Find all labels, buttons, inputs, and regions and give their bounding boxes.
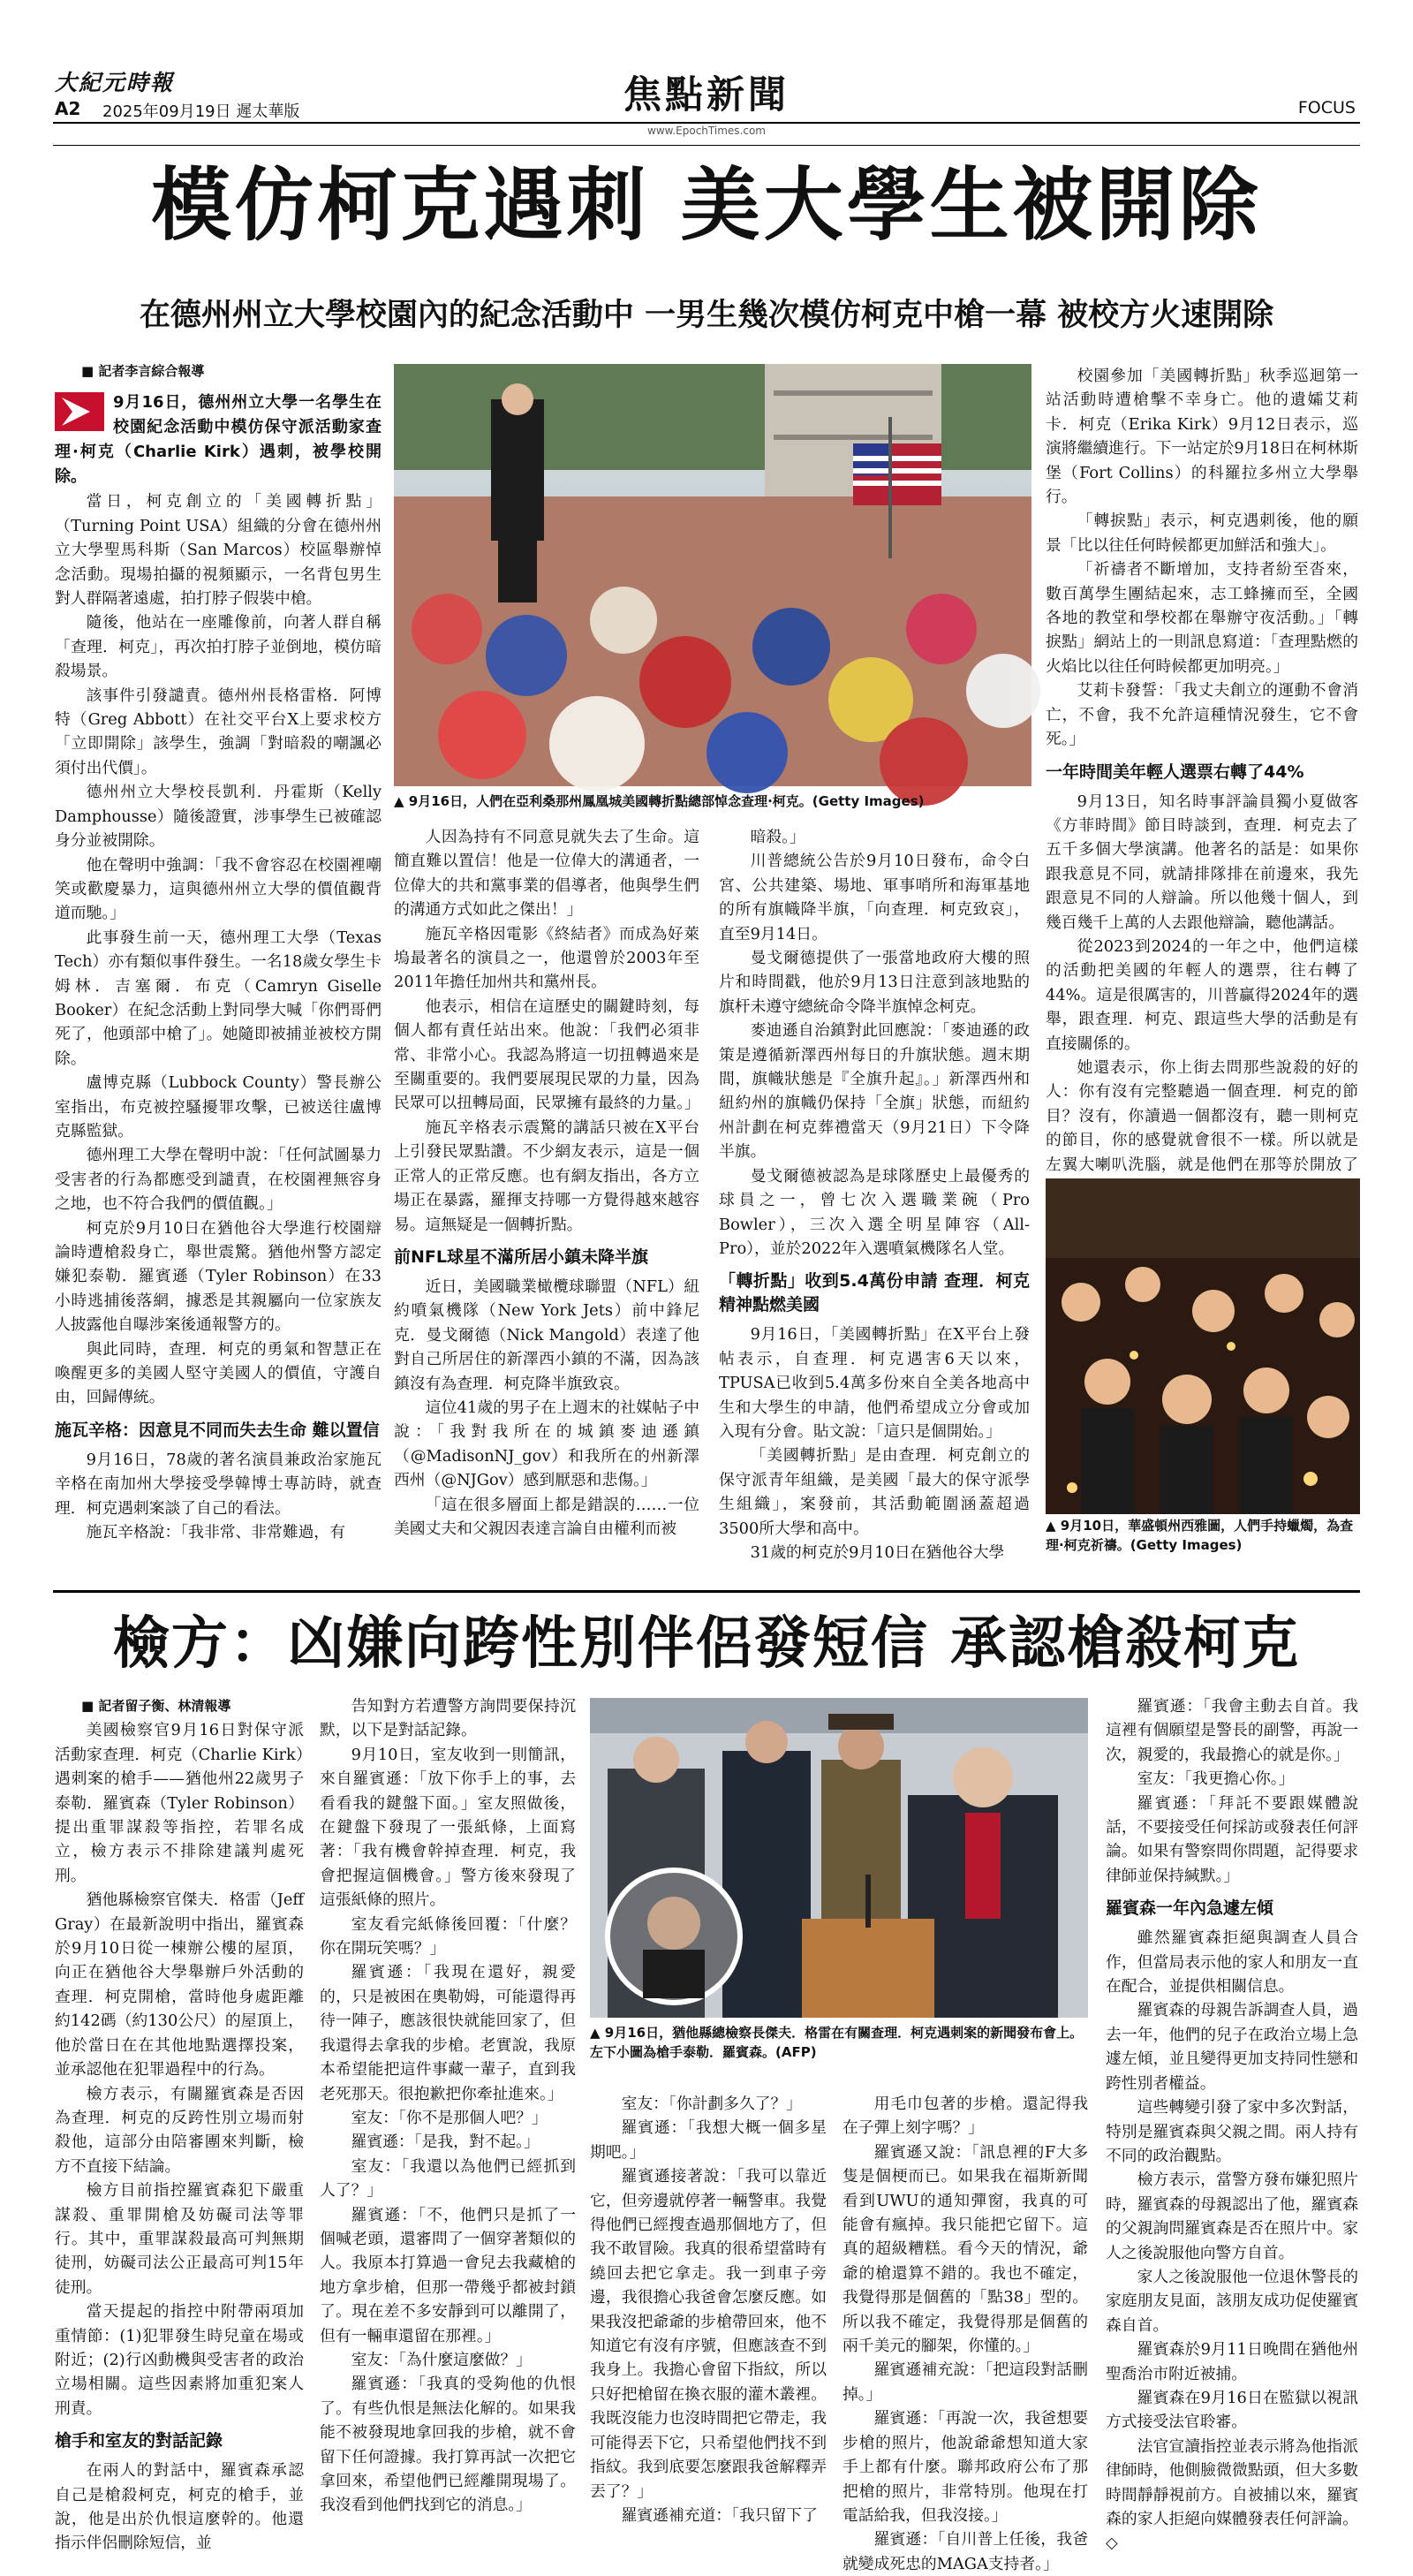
article1-subhead: 「轉折點」收到5.4萬份申請 查理．柯克精神點燃美國: [719, 1271, 1030, 1315]
article2-headline: 檢方：凶嫌向跨性別伴侶發短信 承認槍殺柯克: [112, 1611, 1301, 1677]
article1-paragraph: 校園參加「美國轉折點」秋季巡迴第一站活動時遭槍擊不幸身亡。他的遺孀艾莉卡．柯克（Erika Kirk）9月12日表示，巡演將繼續進行。下一站定於9月18日在柯林斯堡（Fort Collins）的科羅拉多州立大學舉行。: [1046, 367, 1359, 507]
article1-paragraph: 9月16日，「美國轉折點」在X平台上發帖表示，自查理．柯克遇害6天以來，TPUSA已收到5.4萬多份來自全美各地高中生和大學生的申請，他們希望成立分會或加入現有分會。貼文說：「這只是個開始。」: [719, 1325, 1030, 1441]
article1-paragraph: 「轉捩點」表示，柯克遇刺後，他的願景「比以往任何時候都更加鮮活和強大」。: [1046, 511, 1358, 555]
memorial-photo-caption: ▲ 9月16日，人們在亞利桑那州鳳凰城美國轉折點總部悼念查理·柯克。(Getty Images): [394, 793, 925, 809]
section-divider: [53, 1590, 1360, 1593]
press-conference-photo: [590, 1698, 1088, 2018]
article1-paragraph: 從2023到2024的一年之中，他們這樣的活動把美國的年輕人的選票，往右轉了44%。這是很厲害的，川普贏得2024年的選舉，跟查理．柯克、跟這些大學的活動是有直接關係的。: [1046, 936, 1358, 1053]
article1-column-4: [1046, 364, 1359, 1174]
site-url: www.EpochTimes.com: [647, 125, 766, 137]
article1-paragraph: 該事件引發譴責。德州州長格雷格．阿博特（Greg Abbott）在社交平台X上要求校方「立即開除」該學生，強調「對暗殺的嘲諷必須付出代價」。: [55, 686, 382, 777]
article2-paragraph: 羅賓遜：「不，他們只是抓了一個喊老頭，還審問了一個穿著類似的人。我原本打算過一會兒去我藏槍的地方拿步槍，但那一帶幾乎都被封鎖了。現在差不多安靜到可以離開了，但有一輛車還留在那裡。」: [320, 2205, 576, 2345]
article1-column-1: [55, 360, 382, 1583]
memorial-photo: [394, 364, 1031, 786]
article2-paragraph: 羅賓遜：「我想大概一個多星期吧。」: [590, 2118, 827, 2162]
article1-subheadline: 在德州州立大學校園內的紀念活動中 一男生幾次模仿柯克中槍一幕 被校方火速開除: [139, 298, 1274, 333]
article2-paragraph: 室友看完紙條後回覆：「什麼？你在開玩笑嗎？」: [320, 1914, 576, 1959]
focus-label: FOCUS: [1297, 98, 1356, 117]
article1-paragraph: 與此同時，查理．柯克的勇氣和智慧正在喚醒更多的美國人堅守美國人的價值，守護自由，回歸傳統。: [55, 1339, 382, 1407]
article1-subhead: 施瓦辛格：因意見不同而失去生命 難以置信: [55, 1420, 380, 1440]
article2-column-3: [590, 2092, 827, 2525]
header-rule: [53, 122, 1360, 124]
vigil-photo: [1046, 1178, 1360, 1514]
article2-paragraph: 羅賓遜：「再說一次，我爸想要步槍的照片，他說爺爺想知道大家手上都有什麼。聯邦政府公布了那把槍的照片，非常特別。他現在打電話給我，但我沒接。」: [843, 2409, 1088, 2525]
article1-paragraph: 德州理工大學在聲明中說：「任何試圖暴力受害者的行為都應受到譴責，在校園裡無容身之地，也不符合我們的價值觀。」: [55, 1146, 382, 1214]
article1-paragraph: 他表示，相信在這歷史的關鍵時刻，每個人都有責任站出來。他說：「我們必須非常、非常小心。我認為將這一切扭轉過來是至關重要的。我們要展現民眾的力量，因為民眾可以扭轉局面，民眾擁有最終的力量。」: [394, 996, 700, 1113]
article1-paragraph: 曼戈爾德提供了一張當地政府大樓的照片和時間戳，他於9月13日注意到該地點的旗杆未遵守總統命令降半旗悼念柯克。: [719, 949, 1030, 1016]
article2-subhead: 羅賓森一年內急遽左傾: [1106, 1898, 1274, 1919]
article2-paragraph: 羅賓遜：「自川普上任後，我爸就變成死忠的MAGA支持者。」: [843, 2530, 1088, 2573]
article2-paragraph: 羅賓遜又說：「訊息裡的F大多隻是個梗而已。如果我在福斯新聞看到UWU的通知彈窗，我真的可能會有瘋掉。我只能把它留下。這真的超級糟糕。看今天的情況，爺爺的槍還算不錯的。我也不確定，我覺得那是個舊的「點38」型的。所以我不確定，我覺得那是個舊的兩千美元的腳架，你懂的。」: [843, 2142, 1088, 2356]
article2-byline: ■ 記者留子衡、林清報導: [81, 1698, 231, 1714]
article2-paragraph: 當天提起的指控中附帶兩項加重情節：(1)犯罪發生時兒童在場或附近；(2)行凶動機與受害者的政治立場相關。這些因素將加重犯案人刑責。: [55, 2302, 304, 2418]
article1-paragraph: 盧博克縣（Lubbock County）警長辦公室指出，布克被控騷擾罪攻擊，已被送往盧博克縣監獄。: [55, 1073, 382, 1140]
article1-paragraph: 9月16日，78歲的著名演員兼政治家施瓦辛格在南加州大學接受學韓博士專訪時，就查理．柯克遇刺案談了自己的看法。: [55, 1450, 382, 1518]
article2-paragraph: 這些轉變引發了家中多次對話，特別是羅賓森與父親之間。兩人持有不同的政治觀點。: [1106, 2098, 1358, 2165]
issue-date: 2025年09月19日 遲太華版: [102, 102, 300, 121]
article1-paragraph: 9月13日，知名時事評論員獨小夏做客《方菲時間》節目時談到，查理．柯克去了五千多個大學演講。他著名的話是：如果你跟我意見不同，就請排隊排在前邊來，我先跟意見不同的人辯論。所以他幾十個人，到幾百幾千上萬的人去跟他辯論，聽他講話。: [1046, 792, 1358, 932]
article1-byline: ■ 記者李言綜合報導: [81, 363, 205, 379]
article1-paragraph: 「祈禱者不斷增加，支持者紛至沓來，數百萬學生團結起來，志工蜂擁而至，全國各地的教堂和學校都在舉辦守夜活動。」「轉捩點」網站上的一則訊息寫道：「查理點燃的火焰比以往任何時候都更加明亮。」: [1046, 560, 1358, 676]
article2-paragraph: 羅賓遜：「我會主動去自首。我這裡有個願望是警長的副警，再說一次，親愛的，我最擔心的就是你。」: [1106, 1697, 1358, 1764]
article1-paragraph: 暗殺。」: [750, 828, 805, 846]
header-rule-thin: [53, 145, 1360, 146]
article2-paragraph: 檢方目前指控羅賓森犯下嚴重謀殺、重罪開槍及妨礙司法等罪行。其中，重罪謀殺最高可判無期徒刑，妨礙司法公正最高可判15年徒刑。: [55, 2181, 304, 2297]
article1-paragraph: 「這在很多層面上都是錯誤的……一位美國丈夫和父親因表達言論自由權利而被: [394, 1495, 699, 1538]
article2-paragraph: 猶他縣檢察官傑夫．格雷（Jeff Gray）在最新說明中指出，羅賓森於9月10日從一棟辦公樓的屋頂，向正在猶他谷大學舉辦戶外活動的查理．柯克開槍，當時他身處距離約142碼（約130公尺）的屋頂上，他於當日在在其他地點選擇投案，並承認他在犯罪過程中的行為。: [55, 1890, 304, 2080]
article2-subhead: 槍手和室友的對話記錄: [55, 2431, 223, 2451]
article2-paragraph: 羅賓遜補充說：「把這段對話刪掉。」: [843, 2360, 1088, 2404]
article1-paragraph: 近日，美國職業橄欖球聯盟（NFL）紐約噴氣機隊（New York Jets）前中鋒尼克．曼戈爾德（Nick Mangold）表達了他對自己所居住的新澤西小鎮的不滿，因為該鎮沒有為查理．柯克降半旗致哀。: [394, 1277, 699, 1393]
article2-paragraph: 羅賓森在9月16日在監獄以視訊方式接受法官聆審。: [1106, 2388, 1358, 2432]
article2-column-1: [55, 1694, 304, 2553]
article1-paragraph: 「美國轉折點」是由查理．柯克創立的保守派青年組織，是美國「最大的保守派學生組織」，案發前，其活動範圍涵蓋超過3500所大學和高中。: [719, 1446, 1030, 1538]
article1-paragraph: 德州州立大學校長凱利．丹霍斯（Kelly Damphousse）隨後證實，涉事學生已被確認身分並被開除。: [55, 783, 382, 851]
article2-paragraph: 美國檢察官9月16日對保守派活動家查理．柯克（Charlie Kirk）遇刺案的槍手——猶他州22歲男子泰勒．羅賓森（Tyler Robinson）提出重罪謀殺等指控，若罪名成立，檢方表示不排除建議判處死刑。: [55, 1721, 304, 1885]
article1-paragraph: 柯克於9月10日在猶他谷大學進行校園辯論時遭槍殺身亡，舉世震驚。猶他州警方認定嫌犯泰勒．羅賓遜（Tyler Robinson）在33小時逃捕後落網，據悉是其親屬向一位家族友人披露他自曝涉案後通報警方的。: [55, 1218, 382, 1335]
article2-paragraph: 室友：「你不是那個人吧？」: [351, 2108, 548, 2127]
article2-column-4: [843, 2092, 1088, 2573]
article2-paragraph: 在兩人的對話中，羅賓森承認自己是槍殺柯克，柯克的槍手，並說，他是出於仇恨這麼幹的。他還指示伴侶刪除短信，並: [55, 2461, 304, 2553]
red-arrow-icon: [55, 392, 104, 431]
article1-paragraph: 曼戈爾德被認為是球隊歷史上最優秀的球員之一，曾七次入選職業碗（Pro Bowler），三次入選全明星陣容（All-Pro），並於2022年入選噴氣機隊名人堂。: [719, 1166, 1030, 1258]
article1-paragraph: 施瓦辛格因電影《終結者》而成為好萊塢最著名的演員之一，他還曾於2003年至2011年擔任加州共和黨州長。: [394, 924, 699, 992]
article1-lead: 9月16日，德州州立大學一名學生在校園紀念活動中模仿保守派活動家查理·柯克（Charlie Kirk）遇刺，被學校開除。: [55, 393, 382, 487]
article1-paragraph: 隨後，他站在一座雕像前，向著人群自稱「查理．柯克」，再次拍打脖子並倒地，模仿暗殺場景。: [55, 613, 382, 681]
article2-paragraph: 檢方表示，有關羅賓森是否因為查理．柯克的反跨性別立場而射殺他，這部分由陪審團來判斷，檢方不直接下結論。: [55, 2084, 304, 2176]
page-number: A2: [55, 98, 81, 119]
article1-paragraph: 此事發生前一天，德州理工大學（Texas Tech）亦有類似事件發生。一名18歲女學生卡姆林．吉塞爾．布克（Camryn Giselle Booker）在紀念活動上對同學大喊「你們哥們死了，他頭部中槍了」。她隨即被捕並被校方開除。: [55, 928, 382, 1068]
article2-paragraph: 羅賓遜補充道：「我只留下了: [621, 2505, 818, 2525]
article1-paragraph: 施瓦辛格說：「我非常、非常難過，有: [86, 1523, 345, 1542]
article1-headline: 模仿柯克遇刺 美大學生被開除: [151, 159, 1262, 252]
article2-paragraph: 羅賓遜：「我現在還好，親愛的，只是被困在奧勒姆，可能還得再待一陣子，應該很快就能回家了，但我還得去拿我的步槍。老實說，我原本希望能把這件事藏一輩子，直到我老死那天。很抱歉把你牽扯進來。」: [320, 1963, 576, 2103]
masthead-logo: 大紀元時報: [55, 70, 175, 95]
article2-paragraph: 羅賓遜接著說：「我可以靠近它，但旁邊就停著一輛警車。我覺得他們已經搜查過那個地方了，但我不敢冒險。我真的很希望當時有繞回去把它拿走。我一到車子旁邊，我很擔心我爸會怎麼反應。如果我沒把爺爺的步槍帶回來，他不知道它有沒有序號，但應該查不到我身上。我擔心會留下指紋，所以只好把槍留在換衣服的灌木叢裡。我既沒能力也沒時間把它帶走，我可能得丟下它，只希望他們找不到指紋。我到底要怎麼跟我爸解釋弄丟了？」: [590, 2167, 827, 2501]
article2-paragraph: 告知對方若遭警方詢問要保持沉默，以下是對話記錄。: [320, 1697, 576, 1740]
article2-column-2: [320, 1694, 576, 2525]
article1-paragraph: 麥迪遜自治鎮對此回應說：「麥迪遜的政策是遵循新澤西州每日的升旗狀態。週末期間，旗幟狀態是『全旗升起』。」新澤西州和紐約州的旗幟仍保持「全旗」狀態，而紐約州計劃在柯克葬禮當天（9月21日）下令降半旗。: [719, 1021, 1030, 1162]
article2-paragraph: 室友：「你計劃多久了？」: [621, 2095, 803, 2113]
article1-paragraph: 艾莉卡發誓：「我丈夫創立的運動不會消亡，不會，我不允許這種情況發生，它不會死。」: [1046, 681, 1358, 749]
article1-column-2: [394, 825, 699, 1583]
article1-paragraph: 他在聲明中強調：「我不會容忍在校園裡嘲笑或歡慶暴力，這與德州州立大學的價值觀背道而馳。」: [55, 855, 382, 923]
article1-paragraph: 人因為持有不同意見就失去了生命。這簡直難以置信！他是一位偉大的溝通者，一位偉大的共和黨事業的倡導者，他與學生們的溝通方式如此之傑出！」: [394, 828, 699, 920]
vigil-photo-caption: ▲ 9月10日，華盛頓州西雅圖，人們手持蠟燭，為查理·柯克祈禱。(Getty Images): [1046, 1518, 1354, 1553]
article2-paragraph: 法官宣讀指控並表示將為他指派律師時，他側臉微微點頭，但大多數時間靜靜視前方。自被捕以來，羅賓森的家人拒絕向媒體發表任何評論。◇: [1106, 2436, 1358, 2553]
article1-subhead: 一年時間美年輕人選票右轉了44%: [1046, 761, 1304, 782]
article1-subhead: 前NFL球星不滿所居小鎮未降半旗: [394, 1246, 648, 1267]
article2-paragraph: 羅賓遜：「拜託不要跟媒體說話，不要接受任何採訪或發表任何評論。如果有警察問你問題，記得要求律師並保持緘默。」: [1106, 1793, 1358, 1885]
article1-paragraph: 她還表示，你上街去問那些說殺的好的人：你有沒有完整聽過一個查理．柯克的節目？沒有，你讀過一個都沒有，聽一則柯克的節目，你的感覺就會很不一樣。所以就是左翼大喇叭洗腦，就是他們在那等於開放了: [1046, 1057, 1358, 1174]
section-title: 焦點新聞: [623, 73, 790, 117]
article2-paragraph: 室友：「我更擔心你。」: [1137, 1769, 1295, 1789]
article2-paragraph: 室友：「為什麼這麼做？」: [351, 2350, 533, 2369]
article2-paragraph: 家人之後說服他一位退休警長的家庭朋友見面，該朋友成功促使羅賓森自首。: [1106, 2267, 1358, 2335]
article2-paragraph: 用毛巾包著的步槍。還記得我在子彈上刻字嗎？」: [843, 2095, 1088, 2138]
article2-paragraph: 9月10日，室友收到一則簡訊，來自羅賓遜：「放下你手上的事，去看看我的鍵盤下面。」室友照做後，在鍵盤下發現了一張紙條，上面寫著：「我有機會幹掉查理．柯克，我會把握這個機會。」警方後來發現了這張紙條的照片。: [320, 1745, 576, 1910]
article2-paragraph: 羅賓森於9月11日晚間在猶他州聖喬治市附近被捕。: [1106, 2340, 1358, 2383]
article2-paragraph: 雖然羅賓森拒絕與調查人員合作，但當局表示他的家人和朋友一直在配合，並提供相關信息。: [1106, 1928, 1358, 1996]
article1-paragraph: 這位41歲的男子在上週末的社媒帖子中說：「我對我所在的城鎮麥迪遜鎮（@MadisonNJ_gov）和我所在的州新澤西州（@NJGov）感到厭惡和悲傷。」: [394, 1398, 699, 1490]
article2-paragraph: 羅賓遜：「是我，對不起。」: [351, 2133, 540, 2152]
article1-paragraph: 31歲的柯克於9月10日在猶他谷大學: [750, 1542, 1005, 1562]
article2-paragraph: 檢方表示，當警方發布嫌犯照片時，羅賓森的母親認出了他，羅賓森的父親詢問羅賓森是否在照片中。家人之後說服他向警方自首。: [1106, 2171, 1358, 2262]
article1-paragraph: 施瓦辛格表示震驚的講話只被在X平台上引發民眾點讚。不少網友表示，這是一個正常人的正常反應。也有網友指出，各方立場正在暴露，羅揮支持哪一方覺得越來越容易。這無疑是一個轉折點。: [394, 1118, 699, 1234]
article1-paragraph: 當日，柯克創立的「美國轉折點」（Turning Point USA）組織的分會在德州州立大學聖馬科斯（San Marcos）校區舉辦悼念活動。現場拍攝的視頻顯示，一名背包男生對人群隔著遠處，拍打脖子假裝中槍。: [55, 492, 382, 609]
article2-paragraph: 羅賓森的母親告訴調查人員，過去一年，他們的兒子在政治立場上急遽左傾，並且變得更加支持同性戀和跨性別者權益。: [1106, 2001, 1358, 2093]
article1-column-3: [719, 825, 1030, 1583]
article1-paragraph: 川普總統公告於9月10日發布，命令白宮、公共建築、場地、軍事哨所和海軍基地的所有旗幟降半旗，「向查理．柯克致哀」，直至9月14日。: [719, 852, 1030, 943]
article2-paragraph: 羅賓遜：「我真的受夠他的仇恨了。有些仇恨是無法化解的。如果我能不被發現地拿回我的步槍，就不會留下任何證據。我打算再試一次把它拿回來，希望他們已經離開現場了。我沒看到他們找到它的消息。」: [320, 2375, 576, 2515]
press-conference-photo-caption: ▲ 9月16日，猶他縣總檢察長傑夫．格雷在有關查理．柯克遇刺案的新聞發布會上。左下小圖為槍手泰勒．羅賓森。(AFP): [590, 2025, 1084, 2060]
article2-paragraph: 室友：「我還以為他們已經抓到人了？」: [320, 2156, 576, 2201]
article2-column-5: [1106, 1694, 1358, 2553]
